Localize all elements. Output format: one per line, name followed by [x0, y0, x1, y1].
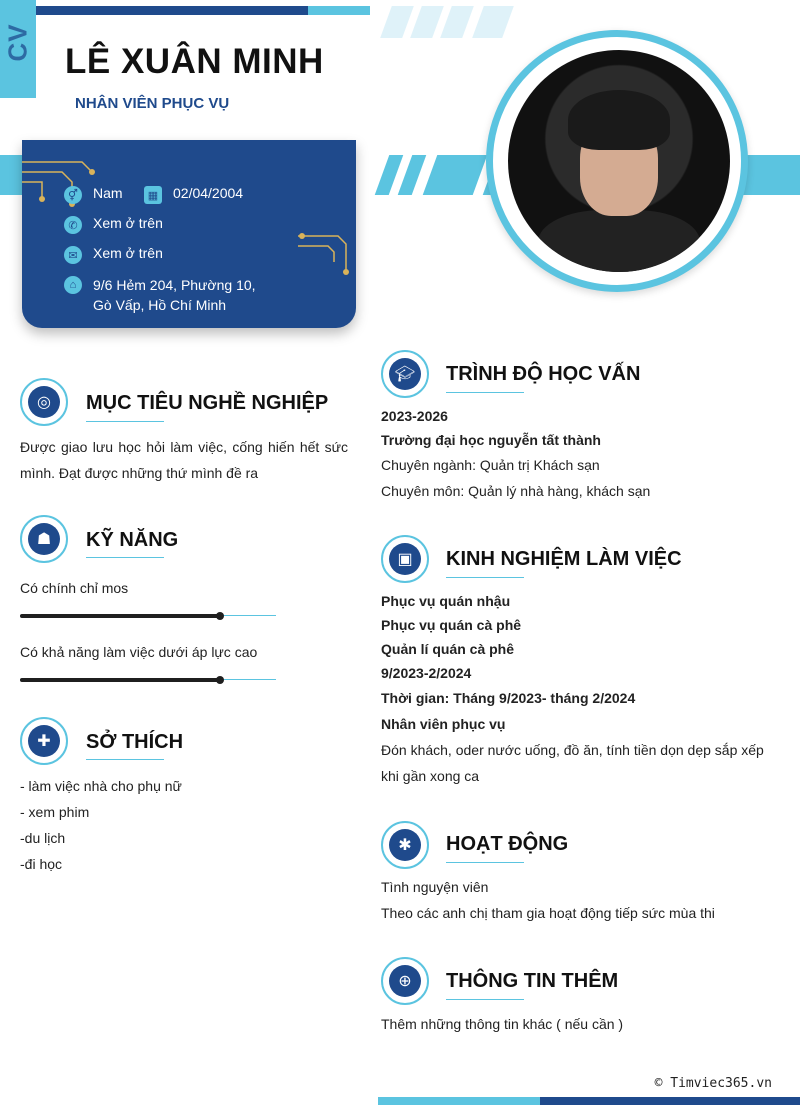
skill-bar-1: [20, 613, 276, 619]
experience-underline: [446, 577, 524, 578]
skills-section-icon: [20, 515, 68, 563]
top-bar-dark: [36, 6, 308, 15]
hobby-item: -đi học: [20, 856, 63, 872]
objective-section-icon: [20, 378, 68, 426]
candidate-name: LÊ XUÂN MINH: [65, 42, 324, 81]
cv-tag: CV: [2, 23, 33, 62]
education-underline: [446, 392, 524, 393]
skill-bar-2: [20, 677, 276, 683]
candidate-role: NHÂN VIÊN PHỤC VỤ: [75, 95, 230, 112]
target-icon: ◎: [28, 386, 60, 418]
skills-underline: [86, 557, 164, 558]
experience-description: Đón khách, oder nước uống, đồ ăn, tính tiền dọn dẹp sắp xếp khi gần xong ca: [381, 742, 764, 784]
extra-text: Thêm những thông tin khác ( nếu cần ): [381, 1016, 624, 1032]
extra-underline: [446, 999, 524, 1000]
education-major: Chuyên ngành: Quản trị Khách sạn: [381, 457, 600, 473]
experience-line: Nhân viên phục vụ: [381, 716, 506, 732]
activity-line: Tình nguyện viên: [381, 879, 489, 895]
experience-line: Phục vụ quán nhậu: [381, 593, 511, 609]
education-section-icon: [381, 350, 429, 398]
activities-section-icon: [381, 821, 429, 869]
birthday-row: [144, 185, 243, 204]
experience-section-icon: [381, 535, 429, 583]
objective-text: Được giao lưu học hỏi làm việc, cống hiến hết sức mình. Đạt được những thứ mình đề ra: [20, 439, 348, 481]
phone-row: [64, 215, 163, 234]
plus-icon: ⊕: [389, 965, 421, 997]
objective-underline: [86, 421, 164, 422]
objective-title: MỤC TIÊU NGHỀ NGHIỆP: [86, 392, 329, 414]
brain-icon: ☗: [28, 523, 60, 555]
education-school: Trường đại học nguyễn tất thành: [381, 432, 601, 448]
experience-line: Thời gian: Tháng 9/2023- tháng 2/2024: [381, 690, 636, 706]
circuit-decoration-right: [298, 232, 358, 282]
bottom-bar-dark: [540, 1097, 800, 1105]
avatar: [508, 50, 730, 272]
email-icon: ✉: [64, 246, 82, 264]
personal-info-card: [22, 140, 356, 328]
activities-underline: [446, 862, 524, 863]
gender-icon: ⚥: [64, 186, 82, 204]
graduation-cap-icon: 🎓︎: [389, 358, 421, 390]
person-icon: ✱: [389, 829, 421, 861]
experience-line: 9/2023-2/2024: [381, 665, 472, 681]
skill-label-2: Có khả năng làm việc dưới áp lực cao: [20, 644, 258, 660]
hobby-item: - làm việc nhà cho phụ nữ: [20, 778, 182, 794]
activity-line: Theo các anh chị tham gia hoạt động tiếp sức mùa thi: [381, 905, 715, 921]
hobbies-underline: [86, 759, 164, 760]
gender-row: [64, 185, 123, 204]
skills-title: KỸ NĂNG: [86, 529, 179, 551]
email-row: [64, 245, 163, 264]
gender-value: Nam: [93, 185, 123, 201]
phone-value: Xem ở trên: [93, 215, 163, 231]
bottom-bar-light: [378, 1097, 540, 1105]
top-stripes: [380, 6, 520, 38]
activities-title: HOẠT ĐỘNG: [446, 833, 569, 855]
phone-icon: ✆: [64, 216, 82, 234]
address-value: 9/6 Hẻm 204, Phường 10, Gò Vấp, Hồ Chí Minh: [93, 277, 256, 313]
top-bar-light: [308, 6, 370, 15]
hobby-item: - xem phim: [20, 804, 90, 820]
education-specialty: Chuyên môn: Quản lý nhà hàng, khách sạn: [381, 483, 651, 499]
home-icon: ⌂: [64, 276, 82, 294]
hobbies-title: SỞ THÍCH: [86, 731, 184, 753]
puzzle-icon: ✚: [28, 725, 60, 757]
experience-line: Quản lí quán cà phê: [381, 641, 515, 657]
extra-title: THÔNG TIN THÊM: [446, 970, 619, 992]
birthday-value: 02/04/2004: [173, 185, 244, 201]
hobbies-section-icon: [20, 717, 68, 765]
education-title: TRÌNH ĐỘ HỌC VẤN: [446, 363, 641, 385]
footer-brand: © Timviec365.vn: [654, 1076, 772, 1091]
address-row: [64, 275, 264, 315]
circuit-decoration: [22, 154, 112, 214]
calendar-icon: ▦: [144, 186, 162, 204]
hobby-item: -du lịch: [20, 830, 66, 846]
extra-section-icon: [381, 957, 429, 1005]
email-value: Xem ở trên: [93, 245, 163, 261]
education-period: 2023-2026: [381, 408, 448, 424]
experience-line: Phục vụ quán cà phê: [381, 617, 522, 633]
briefcase-icon: ▣: [389, 543, 421, 575]
experience-title: KINH NGHIỆM LÀM VIỆC: [446, 548, 682, 570]
skill-label-1: Có chính chỉ mos: [20, 580, 129, 596]
